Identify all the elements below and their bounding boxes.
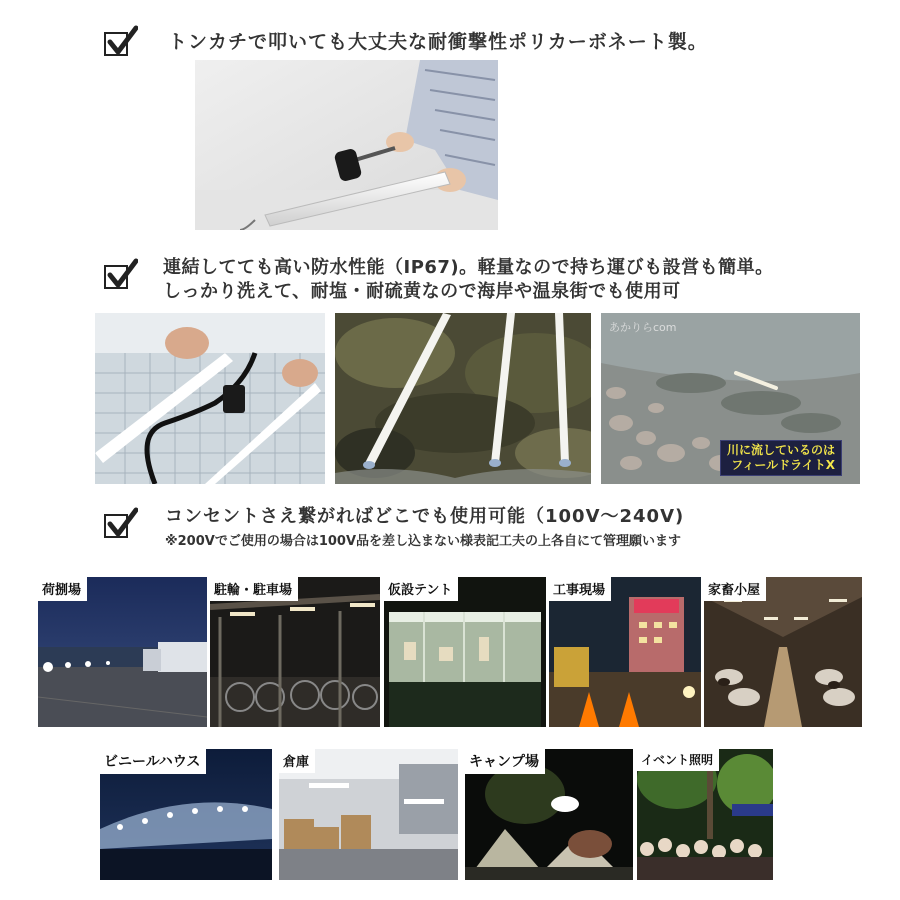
hammer-test-photo	[195, 60, 498, 230]
river-photo	[601, 313, 860, 484]
checkbox-icon	[104, 265, 128, 289]
usage-photo-parking	[210, 577, 380, 727]
checkbox-icon	[104, 32, 128, 56]
usage-label-loading-dock: 荷捌場	[38, 577, 87, 601]
usage-photo-tent	[384, 577, 546, 727]
washing-tank-photo	[95, 313, 325, 484]
usage-label-greenhouse: ビニールハウス	[100, 749, 206, 774]
usage-photo-event	[637, 749, 773, 880]
stream-tubes-photo	[335, 313, 591, 484]
usage-label-parking: 駐輪・駐車場	[210, 577, 298, 601]
feature-heading-power: コンセントさえ繋がればどこでも使用可能（100V〜240V)	[165, 506, 685, 527]
usage-label-event: イベント照明	[637, 749, 719, 771]
watermark-text: あかりらcom	[609, 321, 677, 334]
usage-label-tent: 仮設テント	[384, 577, 458, 601]
feature-heading-waterproof-line2: しっかり洗えて、耐塩・耐硫黄なので海岸や温泉街でも使用可	[163, 281, 681, 302]
usage-photo-warehouse	[279, 749, 458, 880]
usage-label-barn: 家畜小屋	[704, 577, 766, 601]
river-caption-line1: 川に流しているのは	[726, 443, 835, 457]
feature-heading-waterproof-line1: 連結してても高い防水性能（IP67)。軽量なので持ち運びも設営も簡単。	[163, 257, 774, 278]
usage-label-construction: 工事現場	[549, 577, 611, 601]
usage-label-campsite: キャンプ場	[465, 749, 545, 774]
usage-photo-construction	[549, 577, 701, 727]
river-caption-line2: フィールドライトX	[731, 458, 835, 472]
checkbox-icon	[104, 514, 128, 538]
river-caption	[720, 440, 842, 476]
usage-photo-loading-dock	[38, 577, 207, 727]
feature-note-voltage: ※200Vでご使用の場合は100V品を差し込まない様表記工夫の上各自にて管理願います	[165, 534, 682, 549]
feature-heading-impact: トンカチで叩いても大丈夫な耐衝撃性ポリカーボネート製。	[168, 31, 708, 53]
usage-photo-campsite	[465, 749, 633, 880]
usage-label-warehouse: 倉庫	[279, 749, 315, 773]
usage-photo-barn	[704, 577, 862, 727]
usage-photo-greenhouse	[100, 749, 272, 880]
